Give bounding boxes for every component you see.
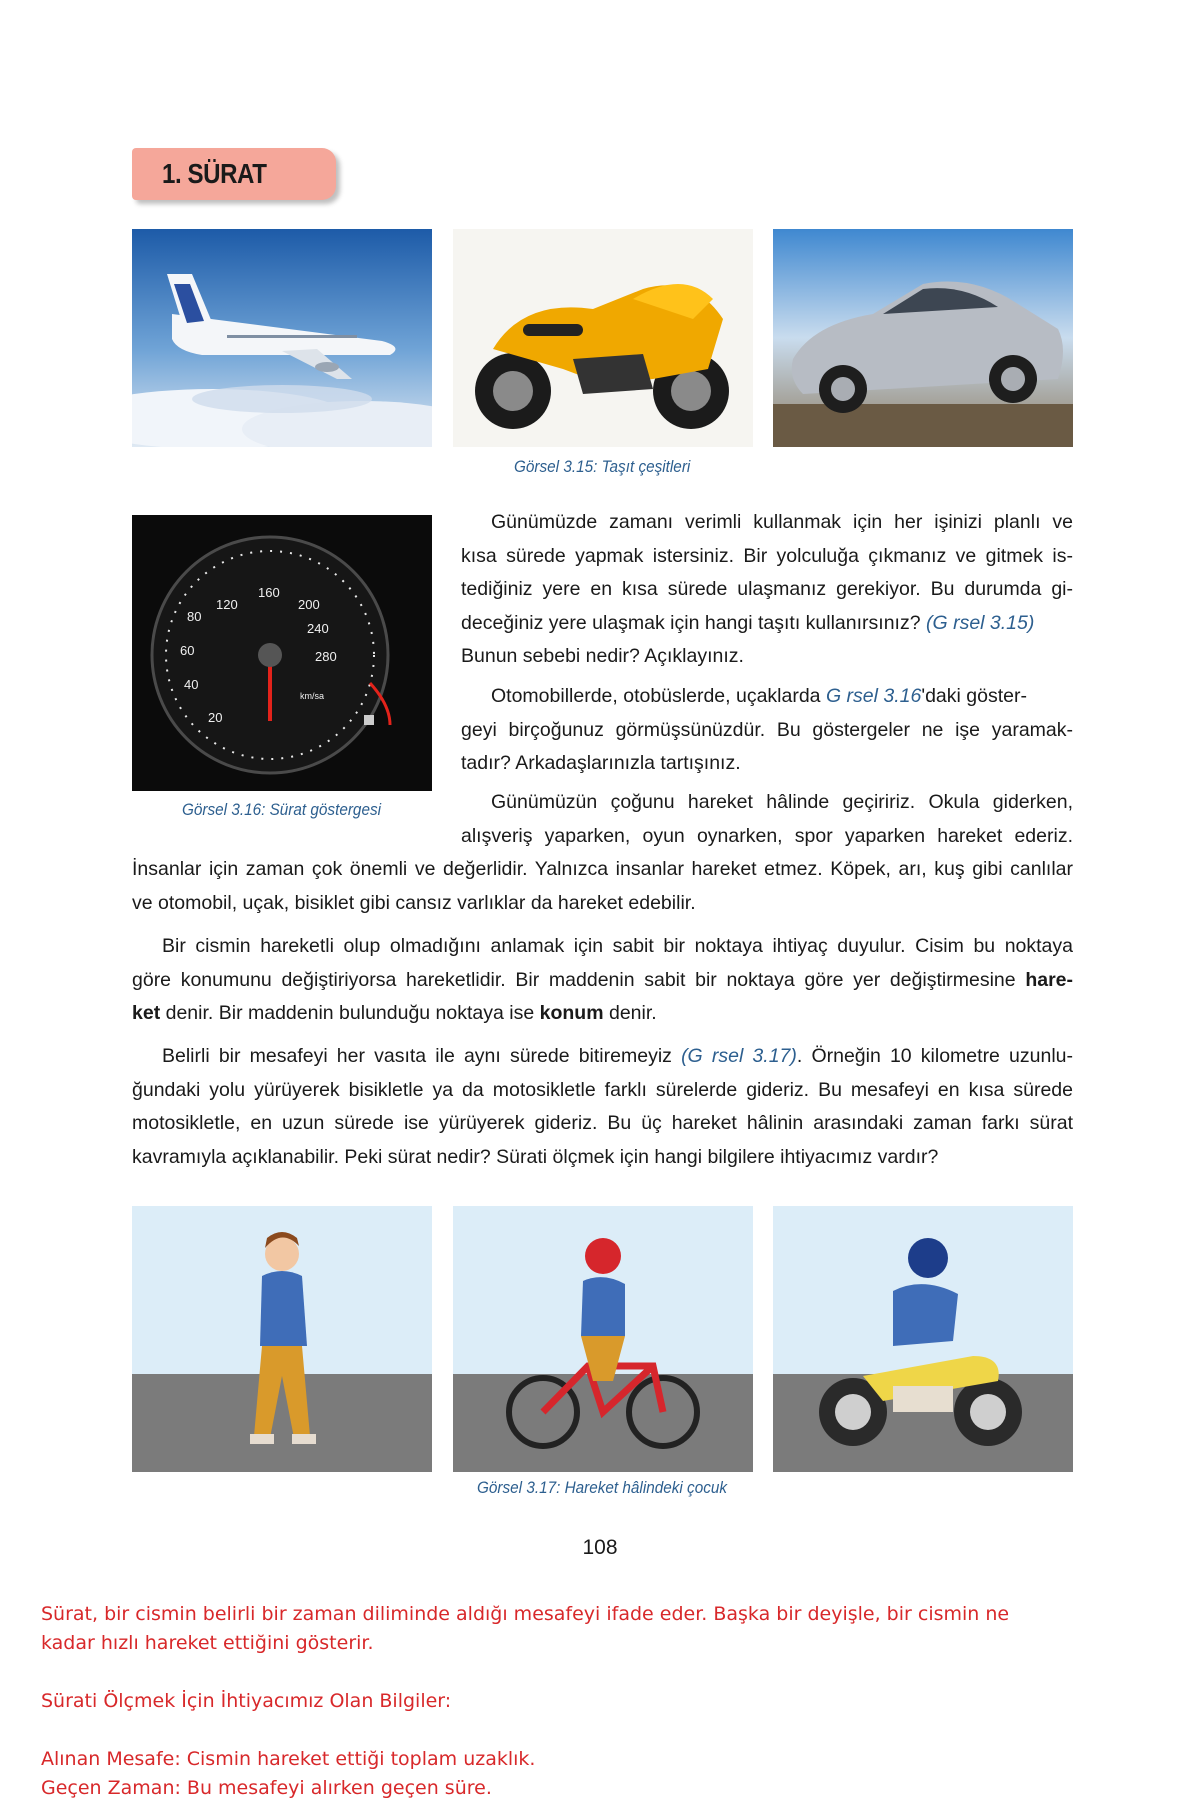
paragraph-3-bottom	[132, 853, 1073, 920]
term-hareket-part2: ket	[132, 1002, 161, 1024]
speedometer-tick-80: 80	[187, 609, 202, 624]
p1-line-5: Bunun sebebi nedir? Açıklayınız.	[461, 645, 744, 667]
figure-ref-3-16[interactable]: G rsel 3.16	[825, 685, 922, 707]
term-konum: konum	[539, 1002, 604, 1024]
vehicles-caption: Görsel 3.15: Taşıt çeşitleri	[514, 457, 691, 476]
speedometer-tick-40: 40	[184, 677, 199, 692]
p3-line-1: Günümüzün çoğunu hareket hâlinde geçiririz. Okula giderken,	[491, 791, 1073, 813]
speedometer-tick-120: 120	[216, 597, 238, 612]
paragraph-3-top	[461, 786, 1073, 853]
speedometer-unit: km/sa	[300, 691, 325, 701]
speedometer-tick-280: 280	[315, 649, 337, 664]
p2-line-3: tadır? Arkadaşlarınızla tartışınız.	[461, 752, 741, 774]
speedometer-tick-200: 200	[298, 597, 320, 612]
p3-line-3: İnsanlar için zaman çok önemli ve değerlidir. Yalnızca insanlar hareket etmez. Köpek, arı, kuş gibi canlılar	[132, 858, 1073, 880]
note-item-distance: Alınan Mesafe: Cismin hareket ettiği toplam uzaklık.	[41, 1748, 536, 1770]
p5-line-2: ğundaki yolu yürüyerek bisikletle ya da motosikletle farklı sürelerde gideriz. Bu mesafeyi en kısa sürede	[132, 1078, 1073, 1101]
speedometer-tick-160: 160	[258, 585, 280, 600]
note-definition-line-1: Sürat, bir cismin belirli bir zaman diliminde aldığı mesafeyi ifade eder. Başka bir deyişle, bir cismin ne	[41, 1603, 1010, 1625]
note-heading: Sürati Ölçmek İçin İhtiyacımız Olan Bilgiler:	[41, 1690, 452, 1712]
p5-line-4: kavramıyla açıklanabilir. Peki sürat nedir? Sürati ölçmek için hangi bilgilere ihtiyacımız vardır?	[132, 1145, 939, 1168]
walking-child-illustration	[132, 1206, 432, 1472]
p1-line-1: Günümüzde zamanı verimli kullanmak için her işinizi planlı ve	[491, 511, 1073, 533]
speedometer-photo	[132, 515, 432, 791]
speedometer-caption: Görsel 3.16: Sürat göstergesi	[182, 800, 382, 819]
cycling-child-illustration	[453, 1206, 753, 1472]
page-number: 108	[582, 1536, 618, 1559]
p1-line-2: kısa sürede yapmak istersiniz. Bir yolculuğa çıkmanız ve gitmek is-	[461, 544, 1073, 567]
p4-line-1: Bir cismin hareketli olup olmadığını anlamak için sabit bir noktaya ihtiyaç duyulur. Cisim bu noktaya	[162, 935, 1073, 957]
term-hareket-part1: hare-	[1025, 968, 1073, 991]
section-tab	[132, 148, 336, 200]
note-definition	[41, 1600, 1009, 1658]
note-item-time: Geçen Zaman: Bu mesafeyi alırken geçen süre.	[41, 1777, 492, 1799]
p4-line-3: ket denir. Bir maddenin bulunduğu noktaya ise konum denir.	[132, 1002, 657, 1024]
p2-line-2: geyi birçoğunuz görmüşsünüzdür. Bu göstergeler ne işe yaramak-	[461, 718, 1073, 741]
p1-line-4: deceğiniz yere ulaşmak için hangi taşıtı kullanırsınız? (G rsel 3.15)	[461, 611, 1035, 634]
speedometer-tick-240: 240	[307, 621, 329, 636]
paragraph-2	[461, 680, 1073, 781]
p5-line-3: motosikletle, en uzun sürede ise yürüyerek gideriz. Bu üç hareket hâlinin arasındaki zaman farkı sürat	[132, 1112, 1073, 1134]
paragraph-5	[132, 1040, 1073, 1174]
airplane-photo	[132, 229, 432, 447]
p2-line-1: Otomobillerde, otobüslerde, uçaklarda G rsel 3.16'daki göster-	[491, 685, 1027, 707]
motorcycling-child-illustration	[773, 1206, 1073, 1472]
figure-ref-3-17[interactable]: (G rsel 3.17)	[681, 1045, 797, 1067]
p4-line-2: göre konumunu değiştiriyorsa hareketlidir. Bir maddenin sabit bir noktaya göre yer değiştirmesine hare-	[132, 968, 1073, 991]
paragraph-4	[132, 930, 1073, 1031]
paragraph-1	[461, 506, 1073, 674]
figure-ref-3-15[interactable]: (G rsel 3.15)	[926, 611, 1035, 634]
speedometer-tick-20: 20	[208, 710, 223, 725]
section-title: 1. SÜRAT	[162, 158, 267, 189]
p3-line-4: ve otomobil, uçak, bisiklet gibi cansız varlıklar da hareket edebilir.	[132, 891, 696, 914]
p1-line-3: tediğiniz yere en kısa sürede ulaşmanız gerekiyor. Bu durumda gi-	[461, 578, 1073, 600]
p3-line-2: alışveriş yaparken, oyun oynarken, spor yaparken hareket ederiz.	[461, 824, 1073, 847]
note-items	[41, 1745, 535, 1803]
p5-line-1: Belirli bir mesafeyi her vasıta ile aynı sürede bitiremeyiz (G rsel 3.17). Örneğin 10 kilometre uzunlu-	[162, 1045, 1074, 1067]
motorcycle-photo	[453, 229, 753, 447]
car-photo	[773, 229, 1073, 447]
speedometer-tick-60: 60	[180, 643, 195, 658]
note-definition-line-2: kadar hızlı hareket ettiğini gösterir.	[41, 1632, 374, 1654]
kids-caption: Görsel 3.17: Hareket hâlindeki çocuk	[477, 1478, 728, 1497]
